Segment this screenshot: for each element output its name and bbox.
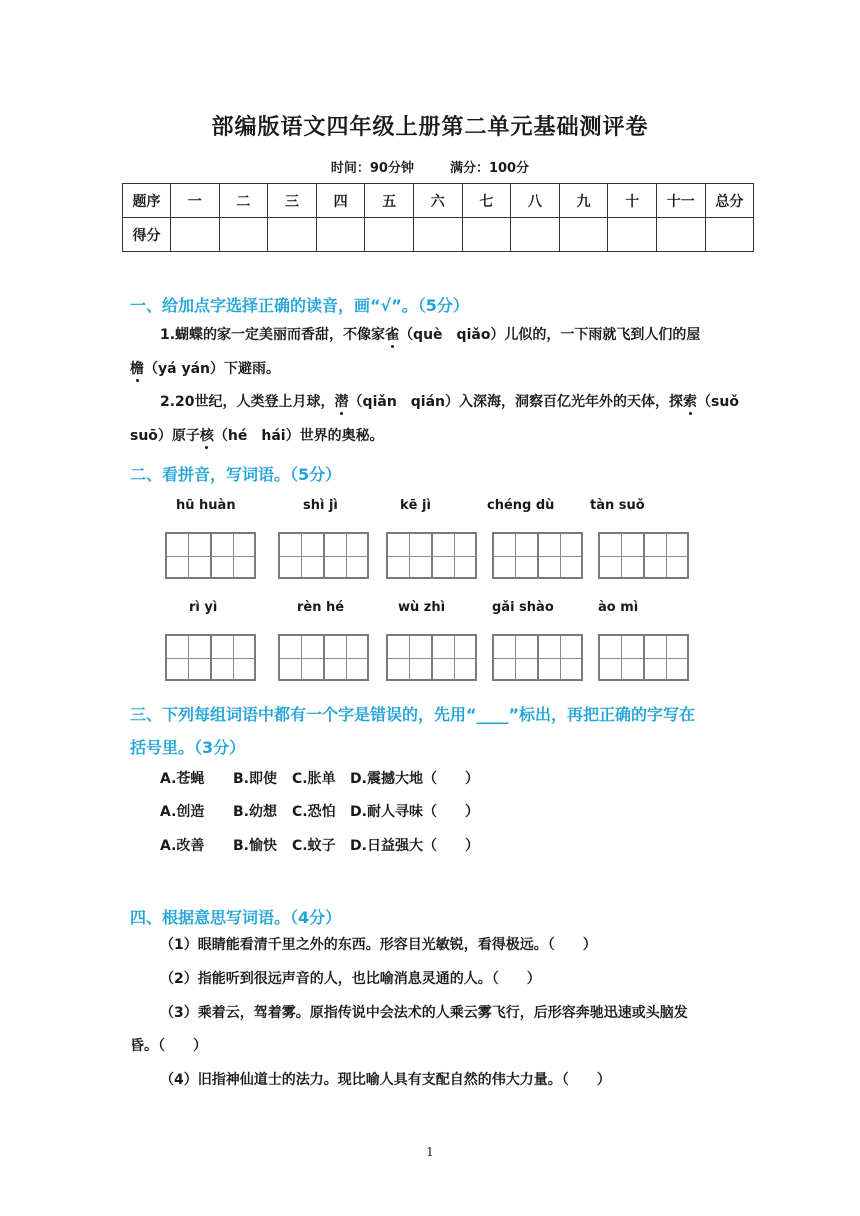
writing-grid[interactable] xyxy=(165,634,256,681)
option-d: D.日益强大（ ） xyxy=(350,838,479,854)
pinyin-label: chéng dù xyxy=(487,498,555,513)
section-4-question-4: （4）旧指神仙道士的法力。现比喻人具有支配自然的伟大力量。（ ） xyxy=(160,1072,611,1088)
section-4-question-3-line-2: 昏。（ ） xyxy=(130,1038,207,1054)
question-text: suō）原子 xyxy=(130,428,200,444)
score-header-cell: 八 xyxy=(511,184,560,218)
score-header-cell: 三 xyxy=(268,184,317,218)
option-a: A.创造 xyxy=(160,804,205,820)
page-number: 1 xyxy=(426,1145,434,1159)
pinyin-label: kē jì xyxy=(400,498,431,513)
score-header-cell: 五 xyxy=(365,184,414,218)
score-header-cell: 总分 xyxy=(705,184,754,218)
score-blank-cell[interactable] xyxy=(608,218,657,252)
section-4-question-1: （1）眼睛能看清千里之外的东西。形容目光敏锐，看得极远。（ ） xyxy=(160,937,597,953)
score-header-cell: 六 xyxy=(413,184,462,218)
option-b: B.幼想 xyxy=(233,804,277,820)
score-blank-cell[interactable] xyxy=(413,218,462,252)
pinyin-label: hū huàn xyxy=(176,498,236,513)
score-blank-cell[interactable] xyxy=(316,218,365,252)
pinyin-label: ào mì xyxy=(598,600,639,615)
score-blank-cell[interactable] xyxy=(511,218,560,252)
dotted-char: 檐 xyxy=(130,361,144,377)
section-2-heading: 二、看拼音，写词语。（5分） xyxy=(130,465,342,484)
section-1-question-2-line-1 xyxy=(160,385,800,419)
section-1-question-1-line-1 xyxy=(160,318,800,352)
writing-grid[interactable] xyxy=(492,532,583,579)
section-4-heading: 四、根据意思写词语。（4分） xyxy=(130,908,342,927)
question-text: （qiǎn qián）入深海，洞察百亿光年外的天体，探 xyxy=(348,394,684,410)
writing-grid[interactable] xyxy=(386,634,477,681)
option-d: D.震撼大地（ ） xyxy=(350,771,479,787)
dotted-char: 索 xyxy=(683,394,698,410)
score-header-cell: 七 xyxy=(462,184,511,218)
option-a: A.苍蝇 xyxy=(160,771,205,787)
question-text: （suǒ xyxy=(697,394,739,410)
exam-time: 时间：90分钟 xyxy=(330,161,414,176)
option-b: B.即使 xyxy=(233,771,277,787)
score-blank-cell[interactable] xyxy=(365,218,414,252)
score-blank-cell[interactable] xyxy=(171,218,220,252)
section-1-heading: 一、给加点字选择正确的读音，画“√”。（5分） xyxy=(130,296,469,315)
section-3-heading-line-2: 括号里。（3分） xyxy=(130,738,246,757)
score-header-cell: 一 xyxy=(171,184,220,218)
dotted-char: 潜 xyxy=(334,394,349,410)
question-text: 1.蝴蝶的家一定美丽而香甜，不像家 xyxy=(160,327,386,343)
score-header-cell: 九 xyxy=(559,184,608,218)
pinyin-label: gǎi shào xyxy=(492,600,554,615)
option-b: B.愉快 xyxy=(233,838,277,854)
score-blank-cell[interactable] xyxy=(656,218,705,252)
dotted-char: 核 xyxy=(199,428,214,444)
score-blank-cell[interactable] xyxy=(219,218,268,252)
writing-grid[interactable] xyxy=(278,634,369,681)
pinyin-label: rèn hé xyxy=(297,600,345,615)
score-row-label: 得分 xyxy=(123,218,171,252)
option-d: D.耐人寻味（ ） xyxy=(350,804,479,820)
page-title: 部编版语文四年级上册第二单元基础测评卷 xyxy=(211,115,649,140)
pinyin-label: tàn suǒ xyxy=(590,498,645,513)
option-c: C.胀单 xyxy=(292,771,336,787)
section-4-question-2: （2）指能听到很远声音的人，也比喻消息灵通的人。（ ） xyxy=(160,971,541,987)
score-header-cell: 二 xyxy=(219,184,268,218)
pinyin-label: wù zhì xyxy=(398,600,446,615)
pinyin-label: rì yì xyxy=(189,600,218,615)
score-blank-cell[interactable] xyxy=(559,218,608,252)
section-1-question-2-line-2 xyxy=(130,419,384,453)
pinyin-label: shì jì xyxy=(303,498,338,513)
writing-grid[interactable] xyxy=(386,532,477,579)
exam-total-score: 满分：100分 xyxy=(449,161,530,176)
score-blank-cell[interactable] xyxy=(268,218,317,252)
score-header-cell: 四 xyxy=(316,184,365,218)
score-table xyxy=(122,183,754,252)
score-table-score-row xyxy=(123,218,754,252)
option-a: A.改善 xyxy=(160,838,205,854)
writing-grid[interactable] xyxy=(165,532,256,579)
section-3-heading-line-1: 三、下列每组词语中都有一个字是错误的，先用“____”标出，再把正确的字写在 xyxy=(130,705,696,724)
question-text: （què qiǎo）儿似的，一下雨就飞到人们的屋 xyxy=(399,327,701,343)
writing-grid[interactable] xyxy=(598,634,689,681)
score-header-cell: 题序 xyxy=(123,184,171,218)
writing-grid[interactable] xyxy=(278,532,369,579)
score-blank-cell[interactable] xyxy=(462,218,511,252)
section-4-question-3-line-1: （3）乘着云，驾着雾。原指传说中会法术的人乘云雾飞行，后形容奔驰迅速或头脑发 xyxy=(160,1005,688,1021)
writing-grid[interactable] xyxy=(492,634,583,681)
score-blank-cell[interactable] xyxy=(705,218,754,252)
section-1-question-1-line-2 xyxy=(130,352,280,386)
score-table-header-row xyxy=(123,184,754,218)
writing-grid[interactable] xyxy=(598,532,689,579)
question-text: 2.20世纪，人类登上月球， xyxy=(160,394,335,410)
score-header-cell: 十 xyxy=(608,184,657,218)
dotted-char: 雀 xyxy=(385,327,400,343)
question-text: （hé hái）世界的奥秘。 xyxy=(213,428,384,444)
exam-info xyxy=(0,157,860,176)
option-c: C.恐怕 xyxy=(292,804,336,820)
question-text: （yá yán）下避雨。 xyxy=(144,361,280,377)
option-c: C.蚊子 xyxy=(292,838,336,854)
score-header-cell: 十一 xyxy=(656,184,705,218)
